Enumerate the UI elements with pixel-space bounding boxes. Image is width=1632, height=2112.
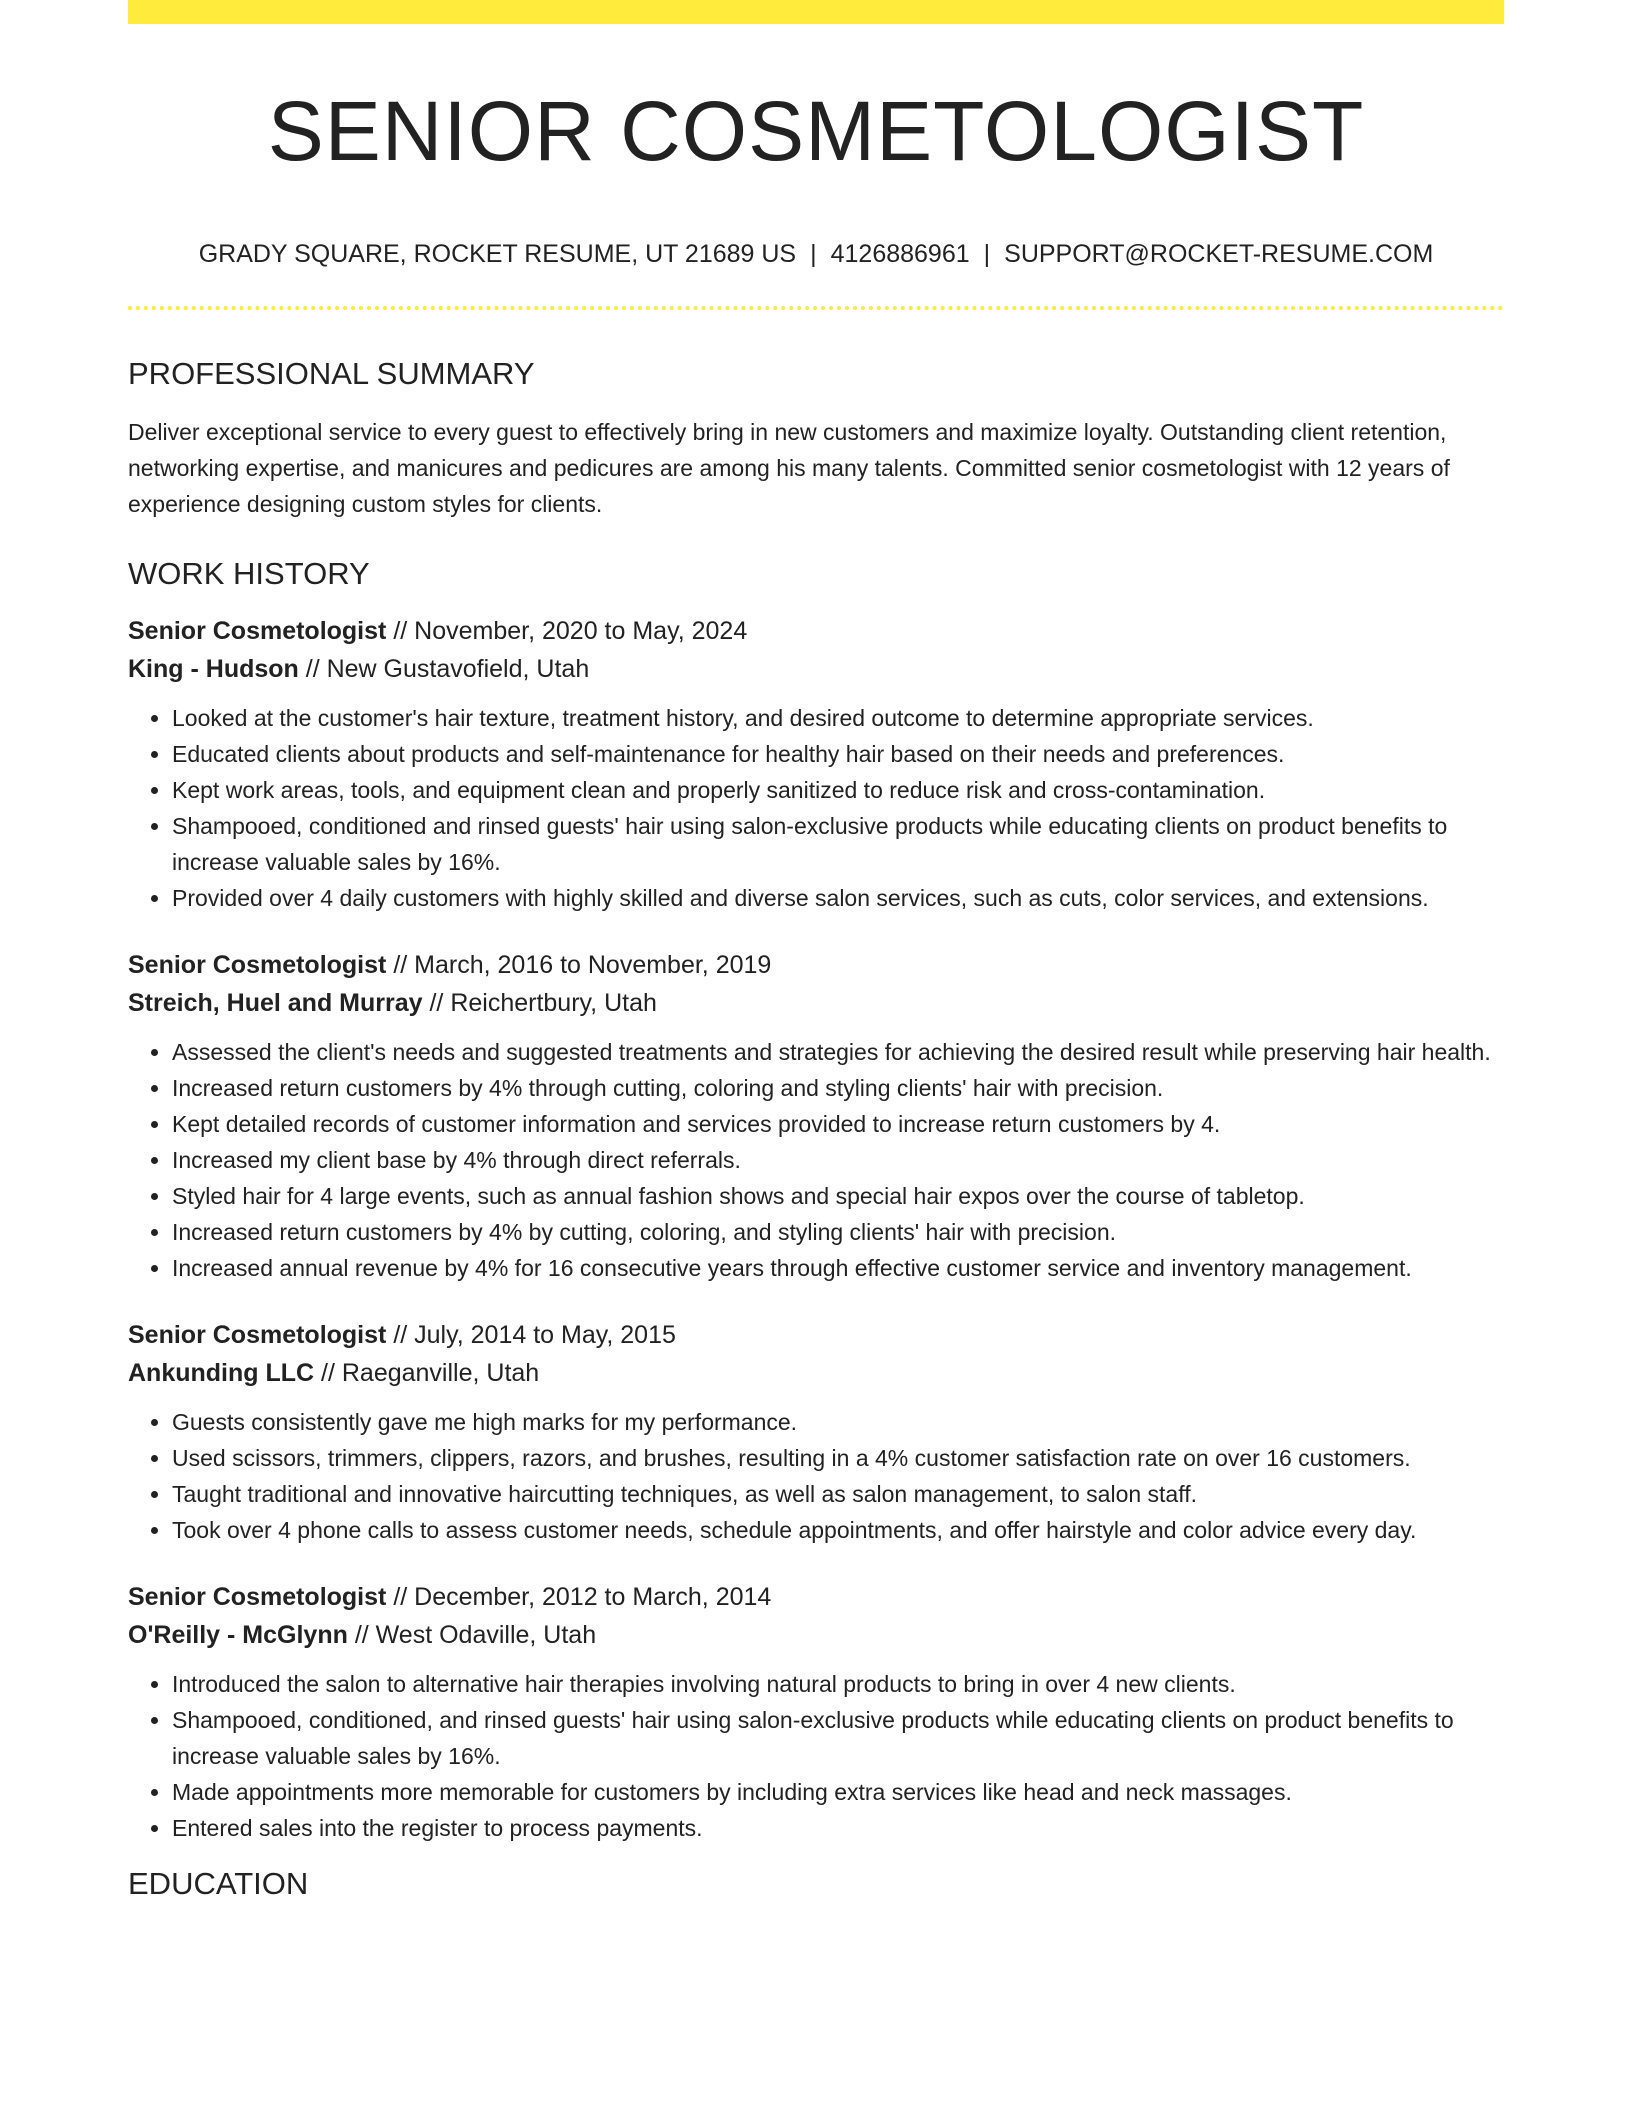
job-entry [128,1316,1504,1548]
resume-title: SENIOR COSMETOLOGIST [267,84,1365,178]
job-role: Senior Cosmetologist [128,617,387,645]
job-bullet: • Increased return customers by 4% by cutting, coloring, and styling clients' hair with precision. [172,1214,1504,1250]
contact-separator: | [983,240,991,268]
job-location: // Raeganville, Utah [314,1359,540,1387]
job-bullet: • Taught traditional and innovative haircutting techniques, as well as salon management, to salon staff. [172,1476,1504,1512]
job-entry [128,612,1504,916]
education-heading: EDUCATION [128,1866,309,1901]
summary-heading: PROFESSIONAL SUMMARY [128,356,535,391]
summary-text: Deliver exceptional service to every guest to effectively bring in new customers and maximize loyalty. Outstanding client retention, networking expertise, and manicures and pedicures are among his many talents. Committed senior cosmetologist with 12 years of experience designing custom styles for clients. [128,419,1450,517]
job-bullet: • Kept detailed records of customer information and services provided to increase return customers by 4. [172,1106,1504,1142]
job-role: Senior Cosmetologist [128,951,387,979]
job-bullet: • Shampooed, conditioned, and rinsed guests' hair using salon-exclusive products while educating clients on product benefits to increase valuable sales by 16%. [172,1702,1504,1774]
job-company: Streich, Huel and Murray [128,989,423,1017]
job-entry [128,1578,1504,1846]
job-company: O'Reilly - McGlynn [128,1621,348,1649]
contact-line [128,236,1504,272]
job-company: King - Hudson [128,655,299,683]
job-dates: // July, 2014 to May, 2015 [386,1321,676,1349]
resume-body [128,352,1504,1906]
job-dates: // March, 2016 to November, 2019 [386,951,772,979]
job-bullet: • Educated clients about products and self-maintenance for healthy hair based on their needs and preferences. [172,736,1504,772]
job-role-line [128,612,1504,650]
job-bullet: • Looked at the customer's hair texture, treatment history, and desired outcome to determine appropriate services. [172,700,1504,736]
job-company-line [128,1354,1504,1392]
header-divider [128,306,1504,310]
job-dates: // December, 2012 to March, 2014 [386,1583,772,1611]
job-bullet: • Styled hair for 4 large events, such as annual fashion shows and special hair expos over the course of tabletop. [172,1178,1504,1214]
contact-phone[interactable]: 4126886961 [830,240,970,268]
job-role: Senior Cosmetologist [128,1583,387,1611]
job-bullet: • Increased annual revenue by 4% for 16 consecutive years through effective customer service and inventory management. [172,1250,1504,1286]
job-entry [128,946,1504,1286]
job-bullet: • Introduced the salon to alternative hair therapies involving natural products to bring in over 4 new clients. [172,1666,1504,1702]
job-location: // New Gustavofield, Utah [298,655,590,683]
job-bullet-list [128,1404,1504,1548]
job-company-line [128,1616,1504,1654]
job-role: Senior Cosmetologist [128,1321,387,1349]
job-company: Ankunding LLC [128,1359,315,1387]
work-history-list [128,612,1504,1846]
job-bullet: • Assessed the client's needs and suggested treatments and strategies for achieving the desired result while preserving hair health. [172,1034,1504,1070]
job-bullet: • Entered sales into the register to process payments. [172,1810,1504,1846]
job-location: // West Odaville, Utah [347,1621,597,1649]
contact-separator: | [810,240,817,268]
job-bullet-list [128,700,1504,916]
job-bullet: • Increased return customers by 4% through cutting, coloring and styling clients' hair with precision. [172,1070,1504,1106]
job-role-line [128,946,1504,984]
job-company-line [128,650,1504,688]
job-bullet: • Provided over 4 daily customers with highly skilled and diverse salon services, such as cuts, color services, and extensions. [172,880,1504,916]
job-role-line [128,1316,1504,1354]
job-location: // Reichertbury, Utah [422,989,657,1017]
contact-email[interactable]: SUPPORT@ROCKET-RESUME.COM [1004,240,1434,268]
job-bullet: • Took over 4 phone calls to assess customer needs, schedule appointments, and offer hairstyle and color advice every day. [172,1512,1504,1548]
job-bullet-list [128,1034,1504,1286]
job-company-line [128,984,1504,1022]
job-bullet-list [128,1666,1504,1846]
job-role-line [128,1578,1504,1616]
job-bullet: • Used scissors, trimmers, clippers, razors, and brushes, resulting in a 4% customer satisfaction rate on over 16 customers. [172,1440,1504,1476]
contact-address: GRADY SQUARE, ROCKET RESUME, UT 21689 US [198,240,797,268]
accent-top-bar [128,0,1504,24]
job-bullet: • Kept work areas, tools, and equipment clean and properly sanitized to reduce risk and cross-contamination. [172,772,1504,808]
job-bullet: • Shampooed, conditioned and rinsed guests' hair using salon-exclusive products while educating clients on product benefits to increase valuable sales by 16%. [172,808,1504,880]
job-bullet: • Guests consistently gave me high marks for my performance. [172,1404,1504,1440]
job-dates: // November, 2020 to May, 2024 [386,617,748,645]
job-bullet: • Made appointments more memorable for customers by including extra services like head and neck massages. [172,1774,1504,1810]
job-bullet: • Increased my client base by 4% through direct referrals. [172,1142,1504,1178]
work-history-heading: WORK HISTORY [128,556,370,591]
